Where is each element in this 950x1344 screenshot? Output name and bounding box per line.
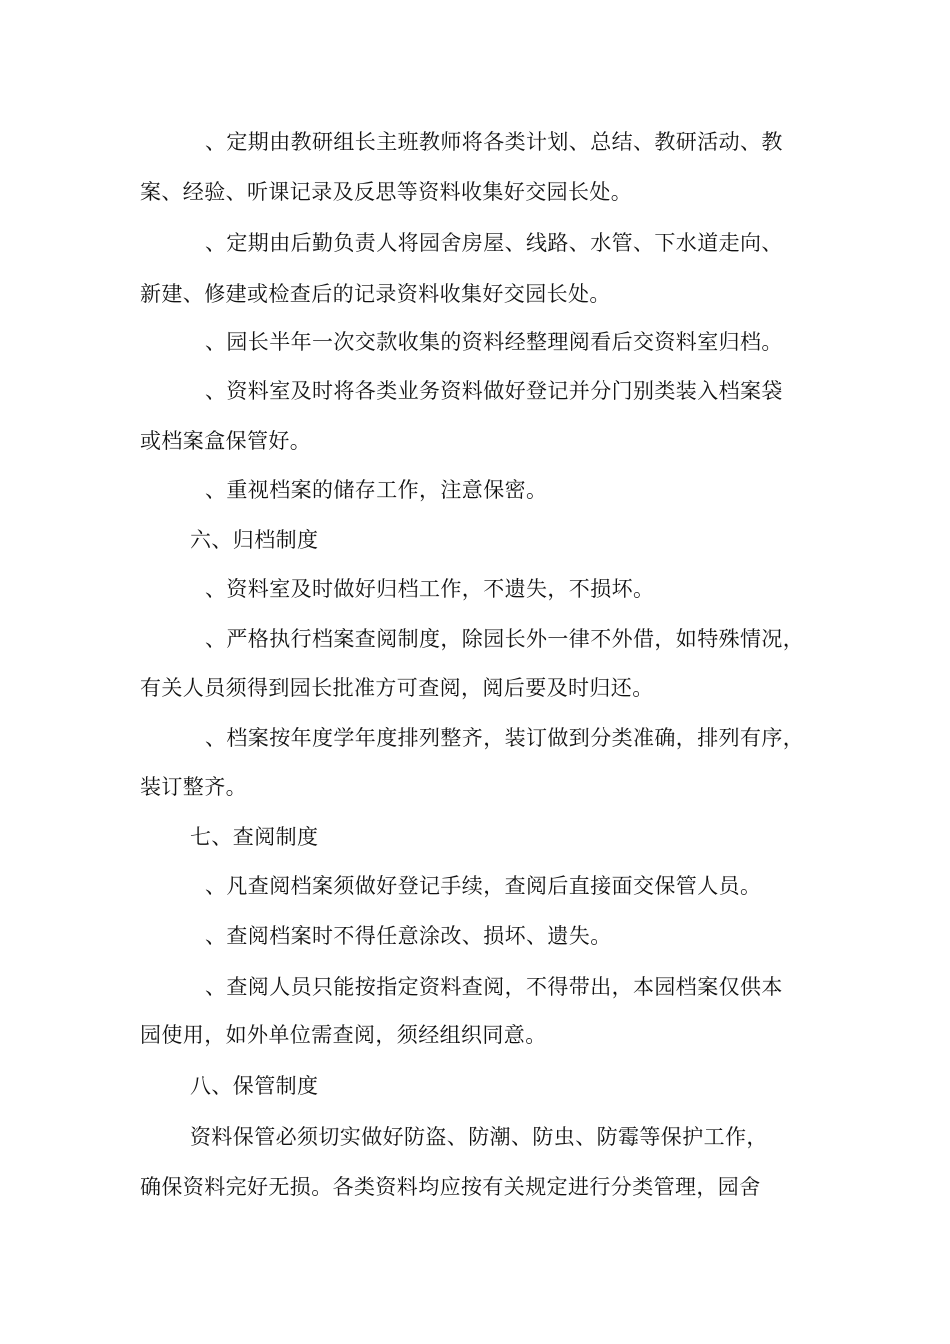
text-line: 确保资料完好无损。各类资料均应按有关规定进行分类管理，园舍 [140, 1175, 761, 1199]
text-line: 案、经验、听课记录及反思等资料收集好交园长处。 [140, 180, 633, 204]
text-line: 、查阅档案时不得任意涂改、损坏、遗失。 [205, 924, 612, 948]
text-line: 、资料室及时将各类业务资料做好登记并分门别类装入档案袋 [205, 379, 783, 403]
text-line: 资料保管必须切实做好防盗、防潮、防虫、防霉等保护工作， [190, 1125, 768, 1149]
section-heading: 七、查阅制度 [190, 825, 319, 849]
text-line: 有关人员须得到园长批准方可查阅，阅后要及时归还。 [140, 676, 654, 700]
text-line: 园使用，如外单位需查阅，须经组织同意。 [140, 1023, 547, 1047]
text-line: 、重视档案的储存工作，注意保密。 [205, 478, 548, 502]
text-line: 、园长半年一次交款收集的资料经整理阅看后交资料室归档。 [205, 330, 783, 354]
text-line: 、档案按年度学年度排列整齐，装订做到分类准确，排列有序， [205, 726, 805, 750]
text-line: 、定期由教研组长主班教师将各类计划、总结、教研活动、教 [205, 130, 783, 154]
section-heading: 八、保管制度 [190, 1074, 319, 1098]
text-line: 、查阅人员只能按指定资料查阅，不得带出，本园档案仅供本 [205, 975, 783, 999]
text-line: 、严格执行档案查阅制度，除园长外一律不外借，如特殊情况， [205, 627, 805, 651]
text-line: 、资料室及时做好归档工作，不遗失，不损坏。 [205, 577, 655, 601]
text-line: 新建、修建或检查后的记录资料收集好交园长处。 [140, 282, 611, 306]
text-line: 、凡查阅档案须做好登记手续，查阅后直接面交保管人员。 [205, 874, 762, 898]
text-line: 、定期由后勤负责人将园舍房屋、线路、水管、下水道走向、 [205, 231, 783, 255]
text-line: 或档案盒保管好。 [140, 429, 312, 453]
section-heading: 六、归档制度 [190, 528, 319, 552]
text-line: 装订整齐。 [140, 775, 247, 799]
